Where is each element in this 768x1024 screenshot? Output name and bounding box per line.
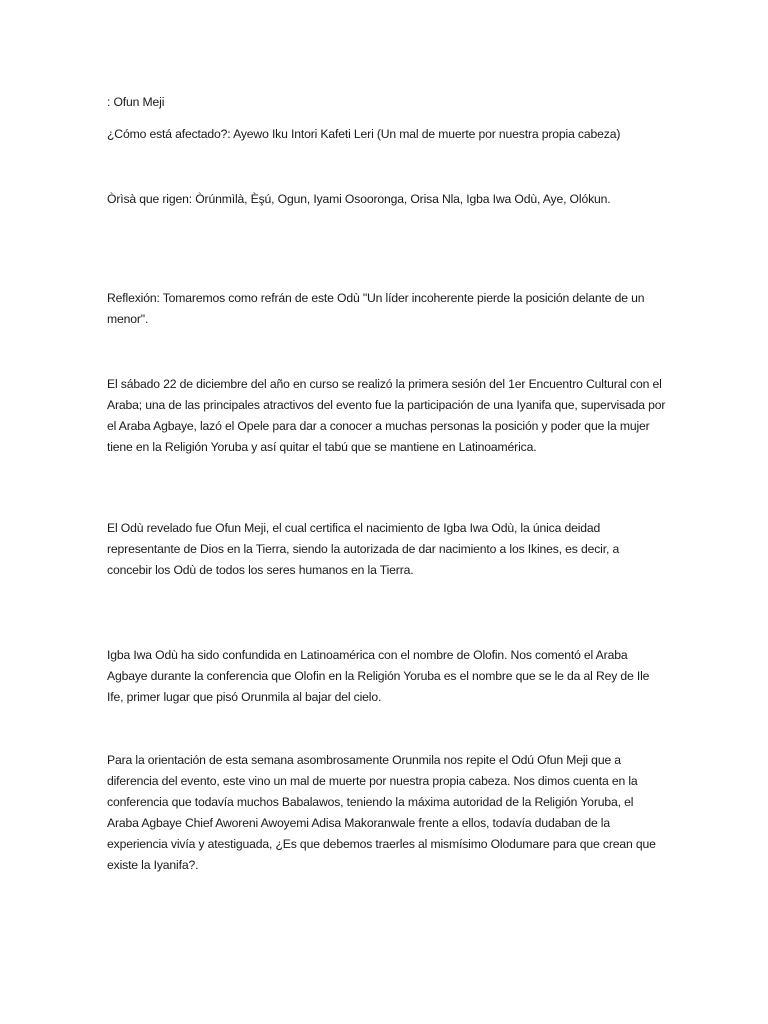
- orisa-line: Òrìsà que rigen: Òrúnmìlà, Èşú, Ogun, Iyami Osooronga, Orisa Nla, Igba Iwa Odù, Aye, Olókun.: [107, 192, 611, 206]
- odu-revealed-paragraph: El Odù revelado fue Ofun Meji, el cual certifica el nacimiento de Igba Iwa Odù, la única deidad representante de Dios en la Tierra, siendo la autorizada de dar nacimiento a los Ikines, es decir, a concebir los Odù de todos los seres humanos en la Tierra.: [107, 521, 620, 577]
- affected-line: ¿Cómo está afectado?: Ayewo Iku Intori Kafeti Leri (Un mal de muerte por nuestra propia cabeza): [107, 127, 621, 141]
- orientation-paragraph: Para la orientación de esta semana asombrosamente Orunmila nos repite el Odú Ofun Meji que a diferencia del evento, este vino un mal de muerte por nuestra propia cabeza. Nos dimos cuenta en la conferencia que todavía muchos Babalawos, teniendo la máxima autoridad de la Religión Yoruba, el Araba Agbaye Chief Aworeni Awoyemi Adisa Makoranwale frente a ellos, todavía dudaban de la experiencia vivía y atestiguada, ¿Es que debemos traerles al mismísimo Olodumare para que crean que existe la Iyanifa?.: [107, 753, 656, 872]
- document-title-line: : Ofun Meji: [107, 95, 165, 109]
- olofin-paragraph: Igba Iwa Odù ha sido confundida en Latinoamérica con el nombre de Olofin. Nos comentó el Araba Agbaye durante la conferencia que Olofin en la Religión Yoruba es el nombre que se le da al Rey de Ile Ife, primer lugar que pisó Orunmila al bajar del cielo.: [107, 648, 650, 704]
- event-paragraph: El sábado 22 de diciembre del año en curso se realizó la primera sesión del 1er Encuentro Cultural con el Araba; una de las principales atractivos del evento fue la participación de una Iyanifa que, supervisada por el Araba Agbaye, lazó el Opele para dar a conocer a muchas personas la posición y poder que la mujer tiene en la Religión Yoruba y así quitar el tabú que se mantiene en Latinoamérica.: [107, 377, 666, 454]
- reflexion-paragraph: Reflexión: Tomaremos como refrán de este Odù "Un líder incoherente pierde la posición delante de un menor".: [107, 291, 645, 326]
